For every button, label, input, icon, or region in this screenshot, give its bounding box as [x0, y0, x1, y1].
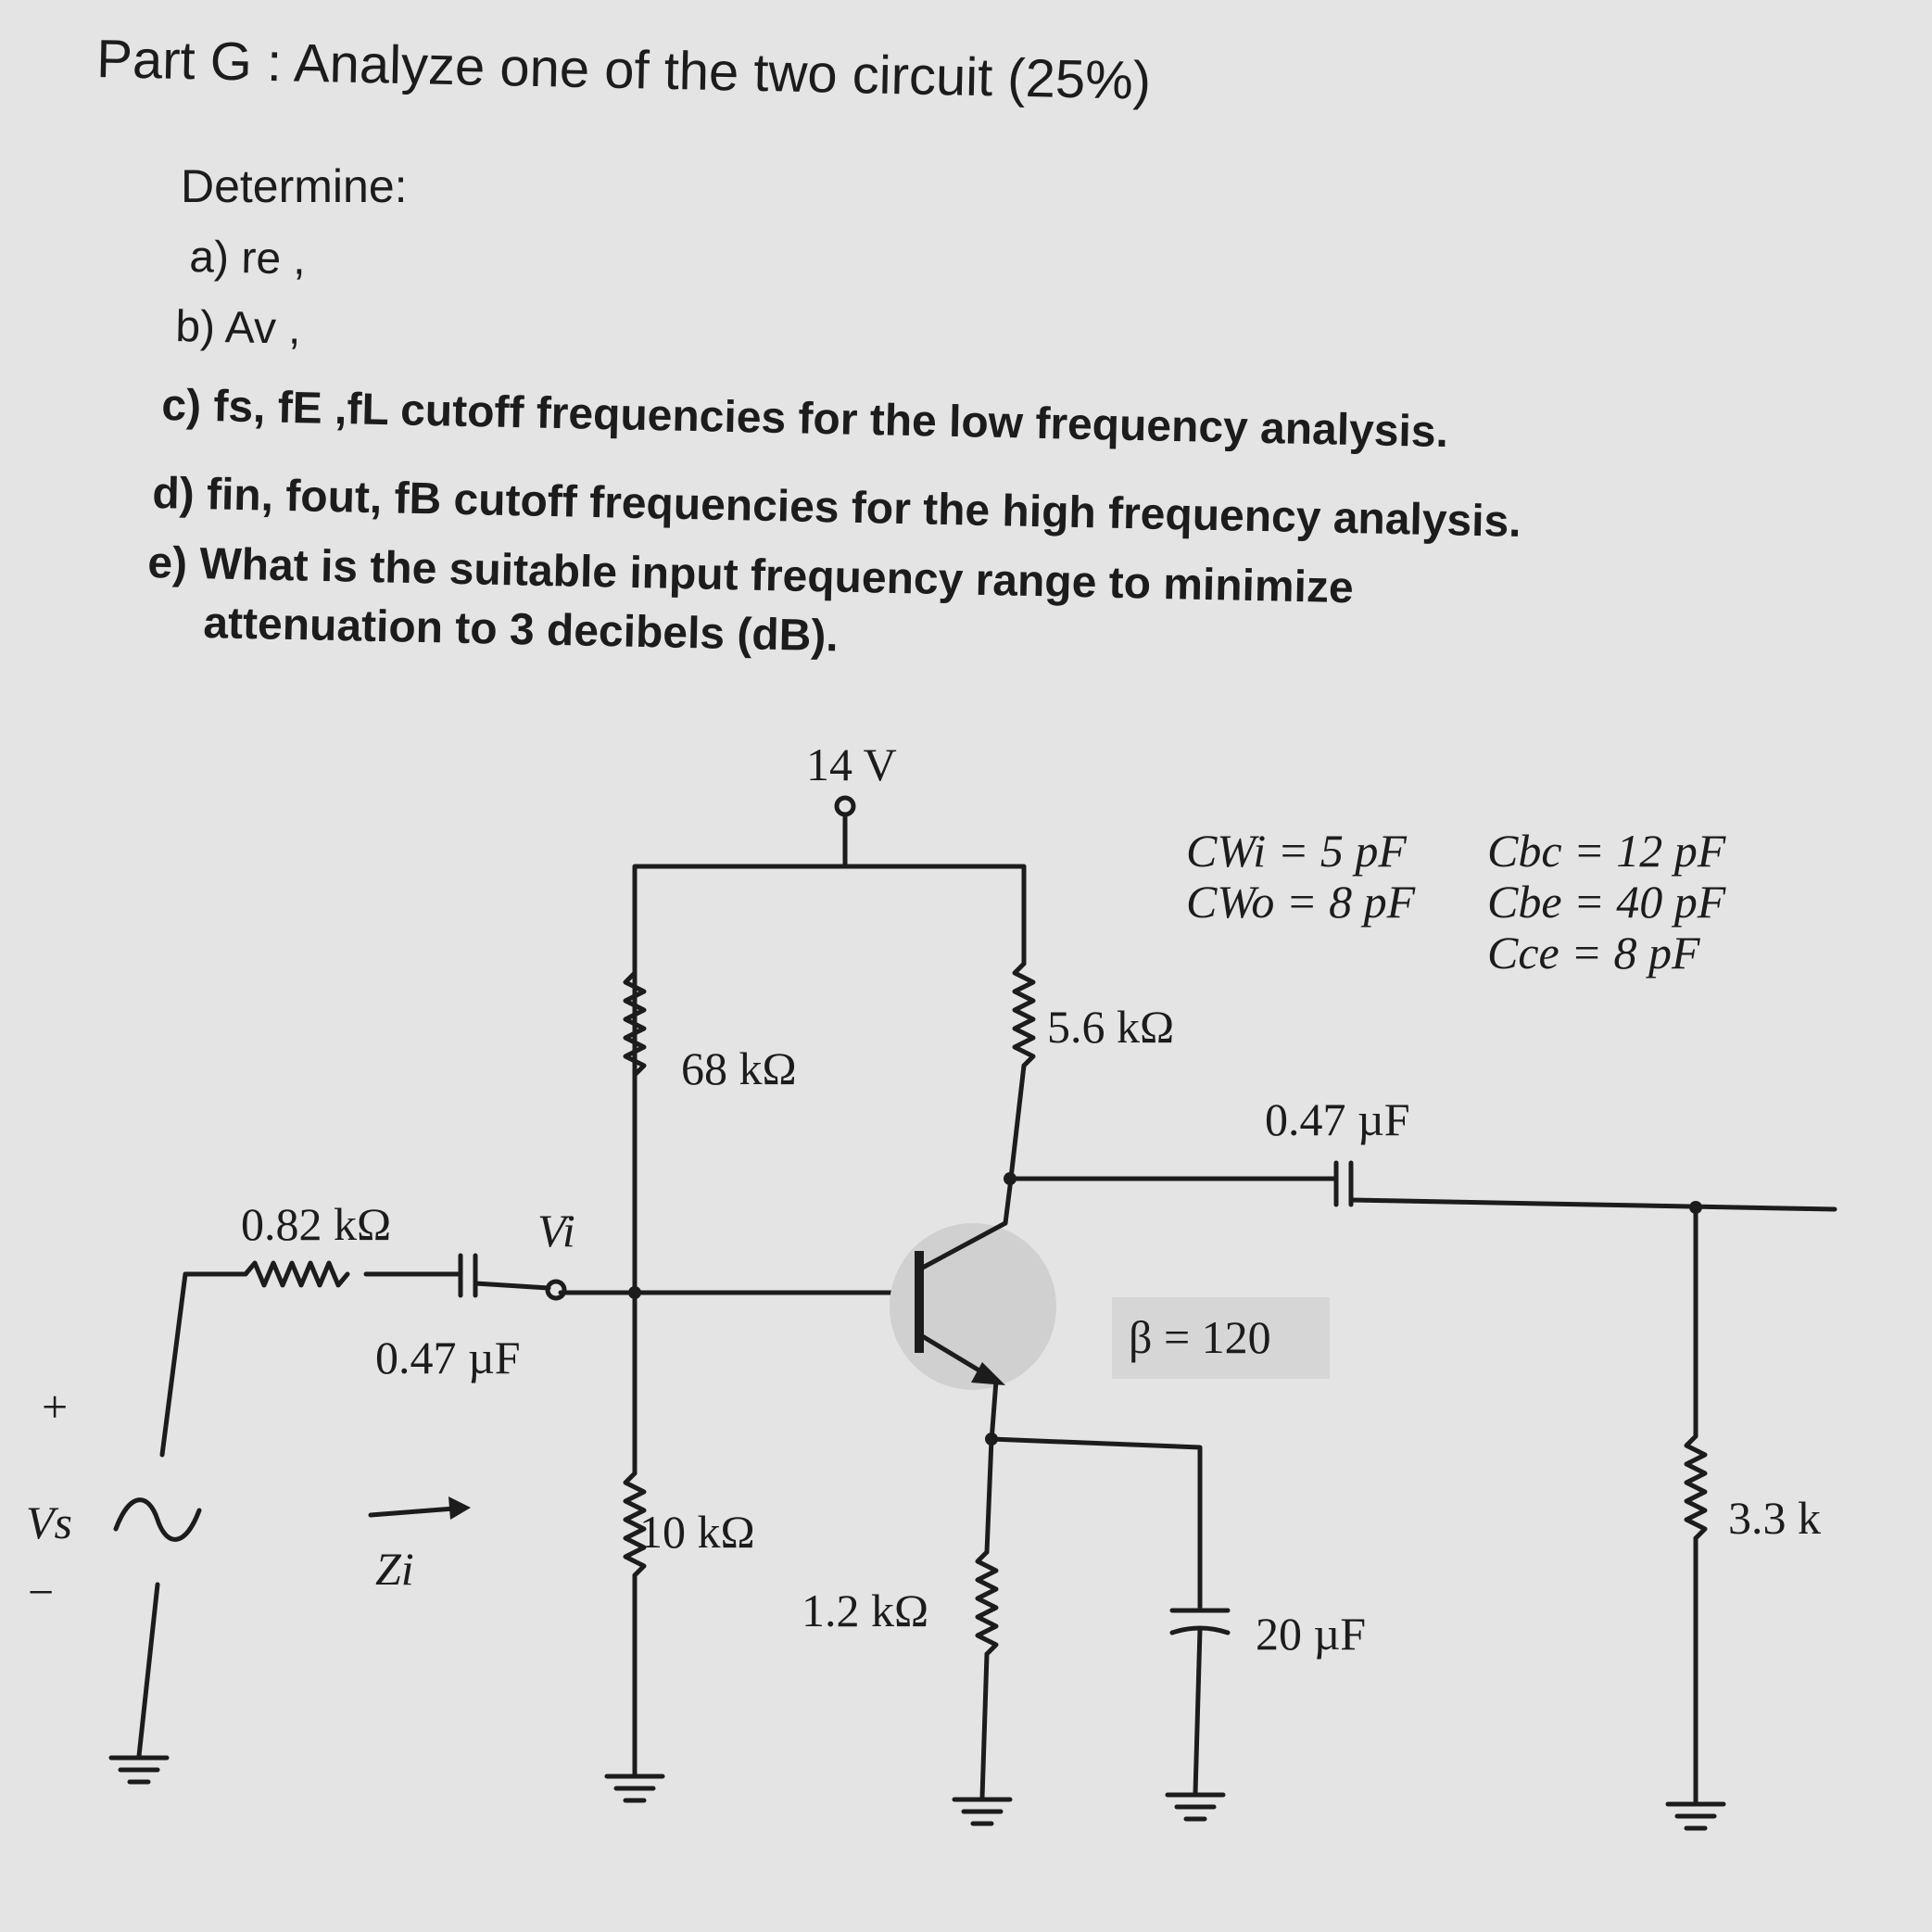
rl-label: 3.3 k [1728, 1492, 1821, 1544]
cc-right-wire [1351, 1200, 1835, 1209]
vi-label: Vi [537, 1205, 575, 1256]
ground-icon [1168, 1795, 1223, 1819]
determine-heading: Determine: [181, 160, 408, 212]
r2-label: 10 kΩ [639, 1506, 755, 1558]
rs-label: 0.82 kΩ [241, 1198, 392, 1250]
beta-label: β = 120 [1129, 1311, 1271, 1363]
amplifier-circuit-diagram [0, 704, 1932, 1932]
part-title: Part G : Analyze one of the two circuit (25%) [95, 28, 1152, 111]
source-bottom-wire [139, 1585, 158, 1756]
minus-sign: − [28, 1566, 55, 1618]
vs-label: Vs [26, 1496, 72, 1548]
collector-wire [1005, 1066, 1024, 1223]
r1-resistor [625, 973, 644, 1075]
cs-label: 0.47 µF [375, 1332, 521, 1383]
rc-resistor [1015, 964, 1033, 1066]
cwo-label: CWo = 8 pF [1186, 876, 1416, 928]
ground-icon [111, 1758, 167, 1782]
question-c: c) fs, fE ,fL cutoff frequencies for the low frequency analysis. [160, 380, 1449, 458]
zi-arrow-shaft [371, 1509, 454, 1515]
supply-terminal [837, 798, 853, 814]
base-node [628, 1286, 641, 1299]
rc-label: 5.6 kΩ [1047, 1001, 1175, 1053]
question-e-continued: attenuation to 3 decibels (dB). [202, 598, 840, 662]
rs-resistor [246, 1263, 347, 1285]
question-a: a) re , [188, 232, 307, 284]
ground-icon [954, 1799, 1010, 1824]
ce-label: 20 µF [1256, 1608, 1367, 1660]
cbe-label: Cbe = 40 pF [1487, 876, 1726, 928]
cs-right-wire [475, 1283, 549, 1288]
emitter-wire [991, 1381, 996, 1441]
plus-sign: + [42, 1381, 69, 1433]
zi-label: Zi [375, 1543, 414, 1595]
question-e: e) What is the suitable input frequency range to minimize [146, 537, 1355, 613]
vi-terminal [548, 1282, 564, 1298]
source-top-wire [162, 1274, 185, 1455]
question-d: d) fin, fout, fB cutoff frequencies for the high frequency analysis. [151, 468, 1522, 547]
source-symbol [116, 1500, 199, 1540]
cce-label: Cce = 8 pF [1487, 927, 1700, 979]
re-upper-wire [987, 1439, 991, 1552]
re-lower-wire [982, 1654, 987, 1798]
cwi-label: CWi = 5 pF [1186, 825, 1407, 877]
ce-top-wire [991, 1439, 1200, 1608]
re-label: 1.2 kΩ [802, 1585, 929, 1636]
re-resistor [978, 1552, 996, 1654]
supply-label: 14 V [806, 739, 897, 790]
question-text [0, 0, 1932, 704]
ground-icon [607, 1776, 663, 1800]
question-b: b) Av , [174, 301, 302, 354]
cbc-label: Cbc = 12 pF [1487, 825, 1726, 877]
cc-label: 0.47 µF [1265, 1093, 1410, 1145]
r1-label: 68 kΩ [681, 1042, 797, 1094]
ce-lower-wire [1195, 1629, 1200, 1793]
ground-icon [1668, 1804, 1724, 1828]
rl-resistor [1686, 1436, 1705, 1538]
zi-arrow-icon [448, 1496, 471, 1520]
